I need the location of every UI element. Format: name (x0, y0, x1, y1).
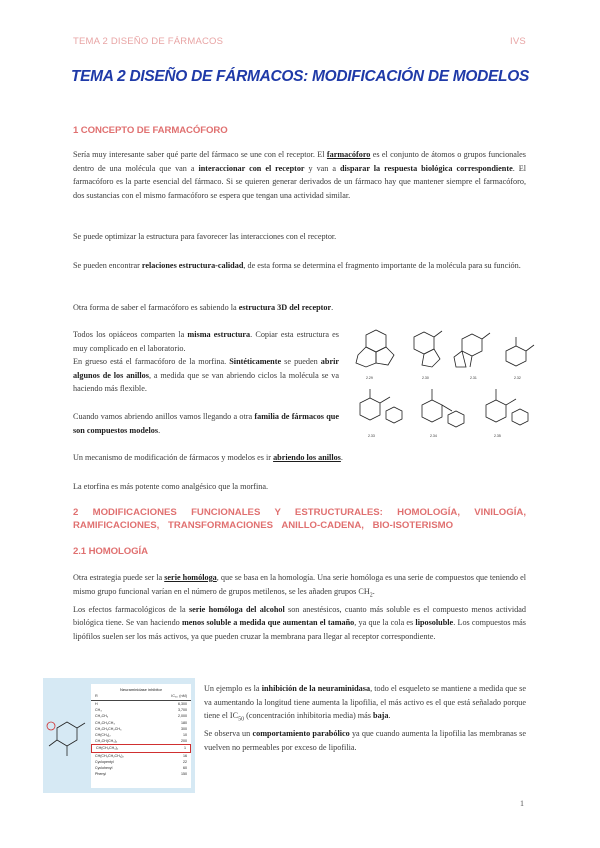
page-number: 1 (520, 799, 524, 808)
molecule-2-29 (356, 330, 394, 367)
table-cell-ic50: 300 (181, 726, 187, 731)
running-header-title: TEMA 2 DISEÑO DE FÁRMACOS (73, 36, 224, 47)
table-row (91, 771, 191, 777)
table-cell-ic50: 150 (181, 772, 187, 777)
column-header-r: R (95, 694, 98, 698)
molecule-2-31 (454, 333, 490, 367)
table-cell-ic50: 2,000 (178, 714, 187, 719)
table-cell-r: Cyclohexyl (95, 766, 113, 771)
molecule-2-30 (414, 331, 442, 367)
molecule-label: 2.35 (494, 434, 501, 438)
table-cell-r: CH₂CH₂CH₂CH₃ (95, 726, 122, 731)
term-farmacoforo: farmacóforo (326, 150, 371, 159)
running-header-initials: IVS (510, 36, 526, 47)
paragraph-3d-receptor: Otra forma de saber el farmacóforo es sabiendo la estructura 3D del receptor. (73, 303, 334, 312)
table-cell-ic50: 60 (183, 766, 187, 771)
table-cell-r: CH(CH₃)₂ (95, 733, 111, 738)
molecule-2-34 (422, 389, 464, 427)
paragraph-model-compounds: Cuando vamos abriendo anillos vamos llegando a otra familia de fármacos que son compuestos modelos. (73, 412, 339, 435)
section-2-1-heading: 2.1 HOMOLOGÍA (73, 546, 148, 557)
table-cell-ic50: 1 (184, 746, 186, 751)
neuraminidase-inhibitor-figure (43, 678, 195, 793)
paragraph-homologous-series: Otra estrategia puede ser la serie homóloga, que se basa en la homología. Una serie homóloga es una serie de compuestos que teniendo el mismo grupo funcional varían en el número de grupos metilenos, se les añaden grupos $CH_2$. Los efectos farmacológicos de la serie homóloga del alcohol son anestésicos, cuanto más soluble es el compuesto menos actividad biológica tiene. Se van haciendo menos soluble a medida que aumentan el tamaño, ya que la cola es liposoluble. Los compuestos más lipófilos suelen ser los más activos, ya que pueden cruzar la membrana para llegar al receptor correspondiente. (73, 573, 526, 642)
table-cell-ic50: 16 (183, 753, 187, 758)
table-cell-r: CH(CH₂CH₃)₂ (96, 746, 119, 751)
paragraph-structure-quality: Se pueden encontrar relaciones estructura-calidad, de esta forma se determina el fragmento importante de la molécula para su función. (73, 261, 521, 270)
paragraph-etorphine: La etorfina es más potente como analgésico que la morfina. (73, 482, 269, 491)
table-body (91, 701, 191, 777)
molecule-2-33 (360, 389, 402, 423)
table-header (91, 692, 191, 701)
table-cell-ic50: 10 (183, 733, 187, 738)
paragraph-farmacoforo-definition: Sería muy interesante saber qué parte del fármaco se une con el receptor. El farmacóforo es el conjunto de átomos o grupos funcionales dentro de una molécula que van a interaccionar con el receptor y van a disparar la respuesta biológica correspondiente. El farmacóforo es la parte esencial del fármaco. Si se quieren generar derivados de un fármaco hay que mantener siempre el farmacóforo, dos sustancias con el mismo farmacóforo se espera que tengan una actividad similar. (73, 150, 526, 200)
table-row (91, 744, 191, 752)
table-cell-r: CH₃ (95, 708, 102, 713)
neuraminidase-structure-icon (43, 678, 91, 793)
table-cell-ic50: 180 (181, 720, 187, 725)
paragraph-opiates: Todos los opiáceos comparten la misma estructura. Copiar esta estructura es muy complicado en el laboratorio. En grueso está el farmacóforo de la morfina. Sintéticamente se pueden abrir algunos de los anillos, a medida que se van abriendo ciclos la molécula se va haciendo más flexible. (73, 330, 340, 394)
molecule-2-35 (486, 389, 528, 425)
section-2-heading: 2 MODIFICACIONES FUNCIONALES Y ESTRUCTURALES: HOMOLOGÍA, VINILOGÍA, RAMIFICACIONES, TRANSFORMACIONES ANILLO-CADENA, BIO-ISOTERISMO (73, 507, 526, 531)
table-title: Neuraminidase inhibitor (119, 687, 163, 692)
molecule-label: 2.33 (368, 434, 375, 438)
table-cell-r: CH₂CH₂CH₃ (95, 720, 115, 725)
molecule-label: 2.32 (514, 376, 521, 380)
table-cell-ic50: 6,300 (178, 702, 187, 706)
molecule-label: 2.31 (470, 376, 477, 380)
molecule-label: 2.29 (366, 376, 373, 380)
table-cell-r: Cyclopentyl (95, 759, 114, 764)
table-cell-r: Phenyl (95, 772, 106, 777)
page-title: TEMA 2 DISEÑO DE FÁRMACOS: MODIFICACIÓN DE MODELOS (70, 68, 530, 85)
table-cell-r: CH₂CH(CH₃)₂ (95, 739, 118, 744)
section-1-heading: 1 CONCEPTO DE FARMACÓFORO (73, 125, 228, 136)
column-header-ic50: IC₅₀ (nM) (171, 694, 187, 698)
opioid-structures-figure (346, 325, 536, 443)
table-cell-ic50: 200 (181, 739, 187, 744)
paragraph-optimize: Se puede optimizar la estructura para favorecer las interacciones con el receptor. (73, 232, 337, 241)
molecule-label: 2.30 (422, 376, 429, 380)
paragraph-neuraminidase: Un ejemplo es la inhibición de la neuraminidasa, todo el esqueleto se mantiene a medida que se va aumentando la longitud tiene aumenta la lipofilia, el más activo es el que está señalado porque tiene el $IC_{50}$ (concentración inhibitoria media) más baja. Se observa un comportamiento parabólico ya que cuando aumenta la lipofilia las membranas se vuelven no permeables por exceso de lipofilia. (204, 684, 527, 753)
paragraph-ring-opening: Un mecanismo de modificación de fármacos y modelos es ir abriendo los anillos. (73, 453, 343, 462)
table-cell-r: H (95, 702, 98, 706)
molecule-label: 2.34 (430, 434, 437, 438)
table-cell-r: CH(CH₂CH₂CH₃)₂ (95, 753, 124, 758)
table-cell-ic50: 3,700 (178, 708, 187, 713)
table-cell-r: CH₂CH₃ (95, 714, 109, 719)
table-cell-ic50: 22 (183, 759, 187, 764)
molecule-2-32 (506, 337, 534, 366)
ic50-table (91, 684, 191, 788)
